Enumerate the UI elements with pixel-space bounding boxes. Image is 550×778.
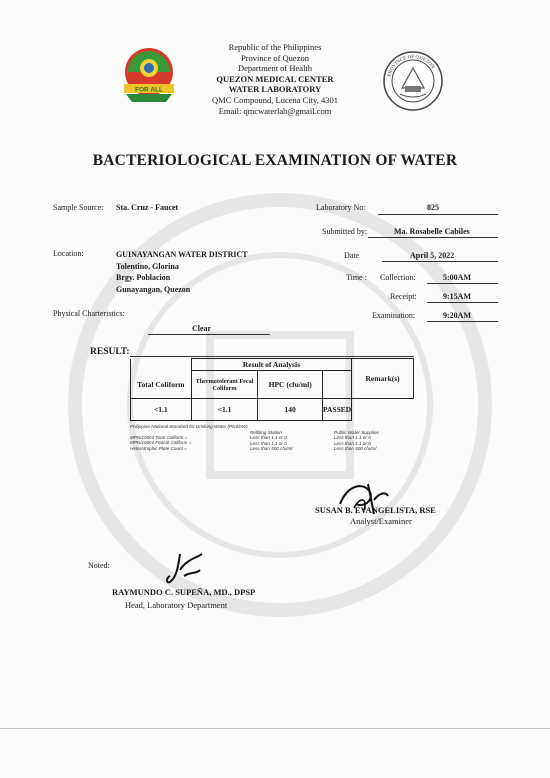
- result-table-spacer: [131, 359, 192, 371]
- standards-value: Less than 1.1 or 0: [334, 440, 371, 446]
- receipt-value: 9:15AM: [443, 292, 471, 301]
- quezon-province-logo-icon: [118, 44, 180, 106]
- examination-value: 9:20AM: [443, 311, 471, 320]
- standards-value: Less than 1.1 or 0: [250, 435, 287, 441]
- document-title: BACTERIOLOGICAL EXAMINATION OF WATER: [92, 152, 458, 169]
- head-title: Head, Laboratory Department: [125, 600, 228, 610]
- location-line: Gunayangan, Quezon: [116, 284, 191, 294]
- lab-no-underline: [378, 214, 498, 215]
- cell-total-coliform: <1.1: [131, 399, 192, 421]
- receipt-label: Receipt:: [390, 292, 417, 301]
- standards-col2-head: Refilling Station: [250, 430, 282, 435]
- physical-characteristics-label: Physical Charteristics:: [53, 309, 125, 318]
- collection-label: Collection:: [380, 273, 416, 282]
- standards-col1: [130, 435, 191, 451]
- svg-text:FOR ALL: FOR ALL: [135, 86, 163, 94]
- collection-underline: [427, 283, 498, 284]
- date-value: April 5, 2022: [410, 251, 455, 260]
- result-analysis-header: Result of Analysis: [191, 359, 351, 371]
- location-line: GUINAYANGAN WATER DISTRICT: [116, 250, 248, 259]
- analyst-name: SUSAN B. EVANGELISTA, RSE: [315, 505, 436, 515]
- receipt-underline: [427, 302, 498, 303]
- noted-label: Noted:: [88, 561, 110, 570]
- lab-no-value: 825: [427, 203, 439, 212]
- submitted-by-value: Ma. Rosabelle Cabiles: [394, 227, 470, 236]
- page-fold-line: [0, 728, 550, 729]
- standards-row-label: MPN/100ml Feacal Coliform =: [130, 440, 192, 446]
- location-line: Brgy. Poblacion: [116, 273, 171, 283]
- cell-fecal-coliform: <1.1: [191, 399, 258, 421]
- svg-text:PROVINCE OF QUEZON: PROVINCE OF QUEZON: [387, 54, 435, 78]
- physical-underline: [148, 334, 270, 335]
- physical-characteristics-value: Clear: [192, 324, 212, 333]
- cell-hpc: 140: [258, 399, 323, 421]
- standards-row-label: Heterotrophic Plate Count =: [130, 445, 187, 451]
- standards-col2: [250, 430, 292, 452]
- table-row: [131, 399, 414, 421]
- result-top-rule: [130, 356, 414, 357]
- province-of-quezon-seal-icon: [382, 50, 444, 112]
- header-address: QMC Compound, Lucena City, 4301: [212, 94, 338, 105]
- examination-label: Examination:: [372, 311, 416, 320]
- letterhead: [180, 42, 370, 116]
- standards-heading: Philippine National Standard for Drinking Water (PNSDW): [130, 424, 248, 429]
- submitted-by-underline: [368, 237, 498, 238]
- standards-col3: [334, 430, 379, 452]
- lab-no-label: Laboratory No:: [316, 203, 366, 212]
- cell-remarks: PASSED: [322, 399, 351, 421]
- submitted-by-label: Submitted by:: [322, 227, 368, 236]
- standards-value: Less than 500 cfu/ml: [250, 446, 293, 452]
- col-header-fecal-coliform: Thermotolerant Fecal Coliform: [191, 371, 258, 399]
- result-table: [130, 358, 414, 421]
- head-signature-icon: [162, 548, 212, 588]
- col-header-remarks: Remark(s): [352, 359, 414, 399]
- standards-row-label: MPN/100ml Total Coliform =: [130, 435, 188, 440]
- location-label: Location:: [53, 249, 84, 258]
- analyst-title: Analyst/Examiner: [350, 516, 412, 526]
- date-underline: [382, 261, 498, 262]
- standards-value: Less than 1.1 or 0: [334, 435, 371, 441]
- header-line: Province of Quezon: [241, 52, 309, 63]
- col-header-hpc: HPC (cfu/ml): [258, 371, 323, 399]
- header-org-name: QUEZON MEDICAL CENTER: [216, 73, 334, 84]
- header-line: Republic of the Philippines: [228, 42, 322, 52]
- standards-value: Less than 500 cfu/ml: [334, 446, 377, 452]
- header-lab-name: WATER LABORATORY: [228, 84, 322, 95]
- result-label: RESULT:: [90, 347, 130, 357]
- sample-source-label: Sample Source:: [53, 203, 104, 212]
- header-email: Email: qmcwaterlab@gmail.com: [218, 105, 332, 116]
- location-block: [116, 249, 248, 295]
- date-label: Date: [344, 251, 360, 260]
- standards-value: Less than 1.1 or 0: [250, 440, 287, 446]
- head-name: RAYMUNDO C. SUPEÑA, MD., DPSP: [112, 587, 256, 597]
- header-line: Department of Health: [237, 63, 313, 74]
- collection-value: 5:00AM: [443, 273, 471, 282]
- time-label: Time :: [346, 273, 367, 282]
- col-header-total-coliform: Total Coliform: [131, 371, 192, 399]
- location-line: Tolentino, Glorina: [116, 261, 179, 271]
- sample-source-value: Sta. Cruz - Faucet: [116, 203, 179, 212]
- standards-col3-head: Public Water Supplies: [334, 430, 379, 435]
- examination-underline: [427, 321, 498, 322]
